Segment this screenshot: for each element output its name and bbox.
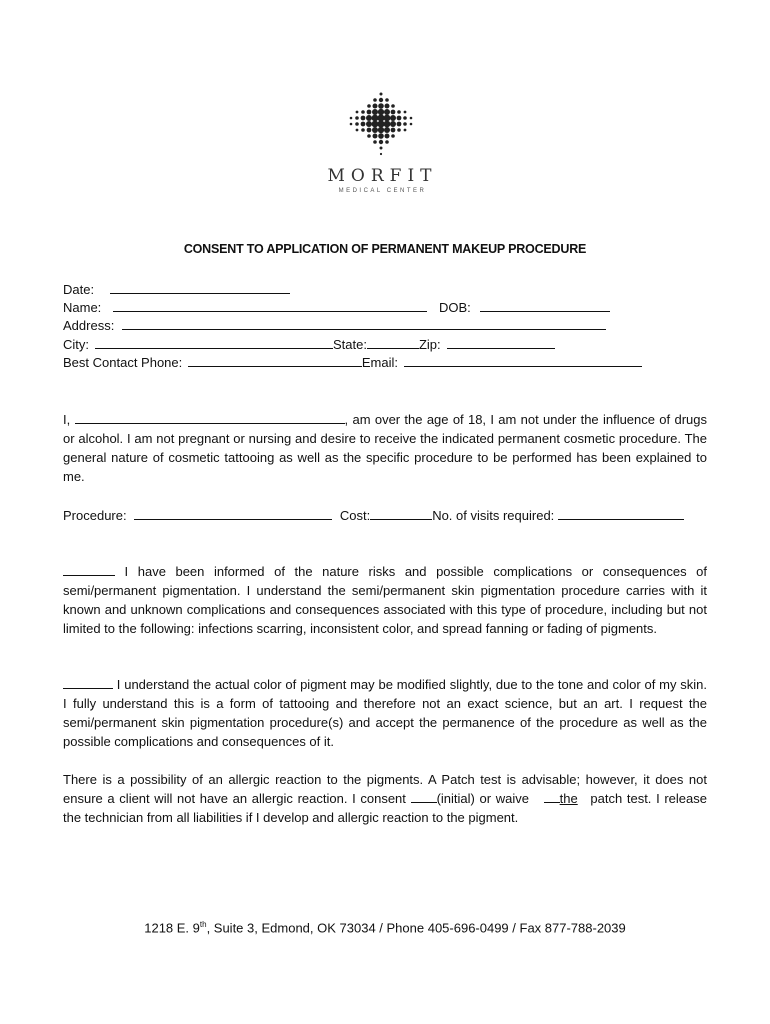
city-row — [63, 335, 555, 354]
zip-field[interactable] — [447, 335, 555, 349]
address-row — [63, 316, 606, 335]
name-row — [63, 298, 427, 317]
city-label: City: — [63, 337, 89, 352]
client-name-field[interactable] — [75, 411, 345, 424]
dob-label: DOB: — [439, 300, 471, 315]
zip-label: Zip: — [418, 337, 441, 352]
visits-field[interactable] — [558, 506, 684, 520]
dob-field[interactable] — [480, 298, 610, 312]
visits-label: No. of visits required: — [432, 508, 555, 523]
risks-initial-field[interactable] — [63, 563, 115, 576]
color-initial-field[interactable] — [63, 676, 113, 689]
allergy-text-2: patch test. I release the technician from all liabilities if I develop and allergic reaction to the pigment. — [63, 791, 707, 825]
allergy-text-1: There is a possibility of an allergic reaction to the pigments. A Patch test is advisable; however, it does not ensure a client will not have an allergic reaction. I consent — [63, 772, 707, 806]
name-label: Name: — [63, 300, 102, 315]
consent-initial-field[interactable] — [411, 790, 437, 803]
address-label: Address: — [63, 318, 115, 333]
dob-row — [439, 298, 610, 317]
brand-subtitle: MEDICAL CENTER — [338, 188, 427, 194]
intro-text: , am over the age of 18, I am not under the influence of drugs or alcohol. I am not pregnant or nursing and desire to receive the indicated permanent cosmetic procedure. The general nature of cosmetic tattooing as well as the specific procedure to be performed has been explained to me. — [63, 412, 707, 484]
state-field[interactable] — [367, 335, 419, 349]
color-paragraph — [63, 675, 707, 751]
cost-label: Cost: — [339, 508, 371, 523]
allergy-initial-text: (initial) or waive — [436, 791, 529, 806]
intro-paragraph — [63, 410, 707, 486]
footer-address-sup: th — [199, 920, 207, 929]
intro-prefix: I, — [63, 412, 71, 427]
risks-paragraph — [63, 562, 707, 638]
phone-label: Best Contact Phone: — [63, 355, 183, 370]
email-label: Email: — [361, 355, 398, 370]
risks-text: I have been informed of the nature risks and possible complications or consequences of semi/permanent pigmentation. I understand the semi/permanent skin pigmentation procedure carries with it known and unknown complications and consequences associated with this type of procedure, including but not limited to the following: infections scarring, inconsistent color, and spread fanning or fading of pigments. — [63, 564, 707, 636]
phone-field[interactable] — [188, 353, 362, 367]
procedure-field[interactable] — [134, 506, 332, 520]
name-field[interactable] — [113, 298, 427, 312]
allergy-paragraph — [63, 770, 707, 827]
brand-name: MORFIT — [327, 166, 438, 186]
state-label: State: — [333, 337, 367, 352]
address-field[interactable] — [122, 316, 606, 330]
date-label: Date: — [63, 282, 95, 297]
procedure-row — [63, 506, 684, 525]
date-field[interactable] — [110, 280, 290, 294]
waive-initial-field[interactable] — [544, 790, 560, 803]
email-field[interactable] — [404, 353, 642, 367]
logo-dots-icon — [347, 90, 415, 158]
footer-address-post: , Suite 3, Edmond, OK 73034 / Phone 405-696-0499 / Fax 877-788-2039 — [206, 920, 626, 936]
city-field[interactable] — [95, 335, 333, 349]
page-title: CONSENT TO APPLICATION OF PERMANENT MAKEUP PROCEDURE — [183, 242, 587, 256]
footer-address-pre: 1218 E. 9 — [144, 920, 200, 936]
color-text: I understand the actual color of pigment may be modified slightly, due to the tone and color of my skin. I fully understand this is a form of tattooing and therefore not an exact science, but an art. I request the semi/permanent skin pigmentation procedure(s) and accept the permanence of the procedure as well as the possible complications and consequences of it. — [63, 677, 707, 749]
procedure-label: Procedure: — [63, 508, 127, 523]
allergy-the-text: the — [559, 791, 578, 806]
phone-row — [63, 353, 642, 372]
footer-address — [0, 920, 770, 935]
cost-field[interactable] — [370, 506, 432, 520]
date-row — [63, 280, 290, 299]
